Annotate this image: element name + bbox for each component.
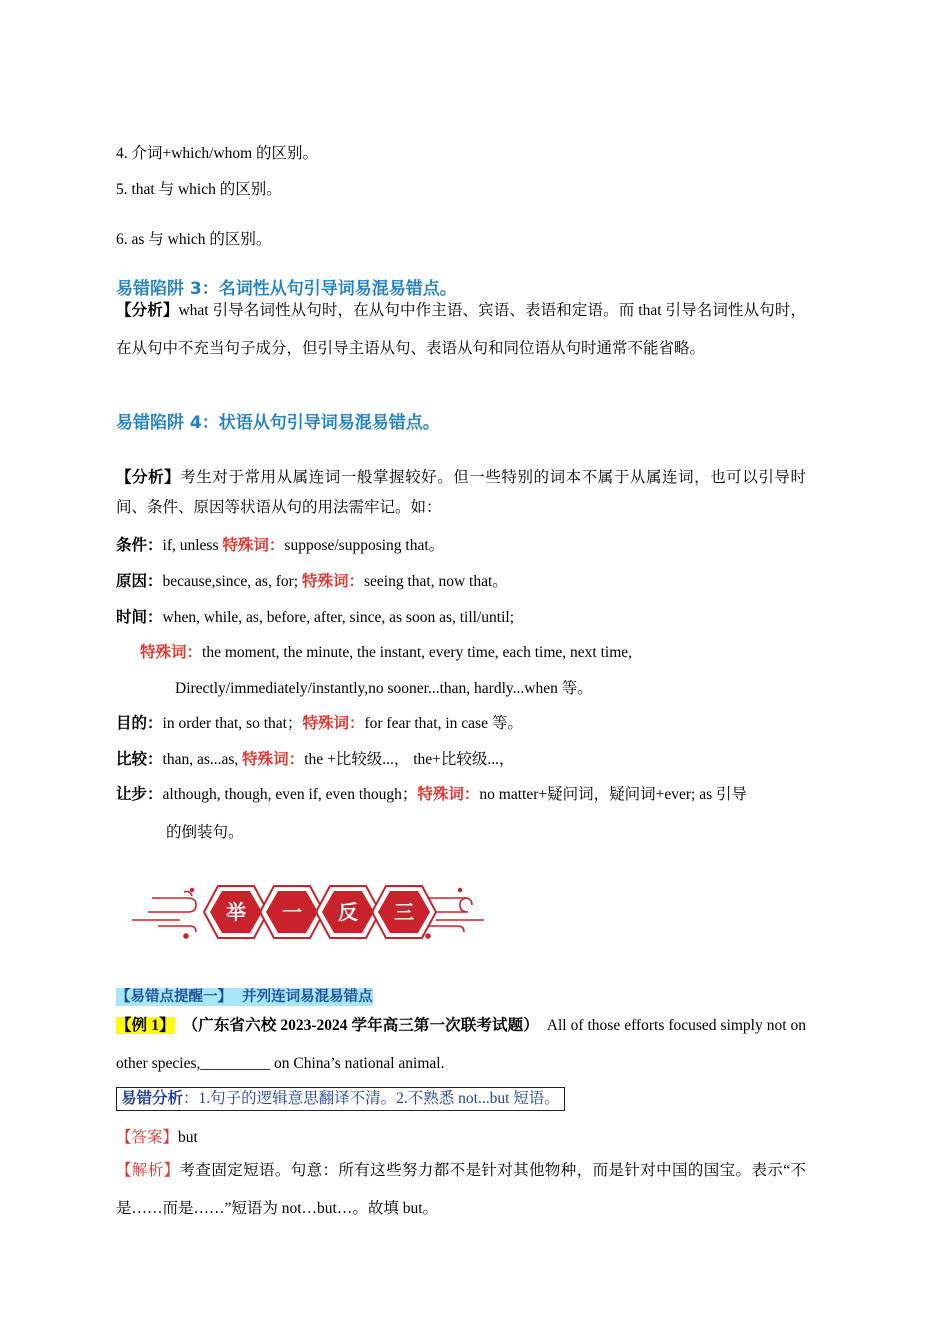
list-item-6: 6. as 与 which 的区别。 bbox=[116, 231, 272, 248]
example-question-text: All of those efforts focused simply not on other species,_________ on China’s national animal. bbox=[116, 1017, 807, 1072]
concession-words: although, though, even if, even though； bbox=[162, 786, 418, 803]
row-time-special: 特殊词：the moment, the minute, the instant, every time, each time, next time, bbox=[140, 644, 633, 661]
left-dot bbox=[183, 933, 189, 939]
banner-char-3: 反 bbox=[338, 900, 358, 924]
reason-words: because,since, as, for; bbox=[162, 573, 302, 590]
reason-label: 原因 bbox=[116, 573, 148, 590]
condition-special: suppose/supposing that。 bbox=[284, 537, 445, 554]
special-label: 特殊词 bbox=[222, 537, 269, 554]
list-item-5: 5. that 与 which 的区别。 bbox=[116, 181, 282, 198]
row-time: 时间：when, while, as, before, after, since, as soon as, till/until; bbox=[116, 609, 515, 626]
reminder-title: 并列连词易混易错点 bbox=[242, 989, 373, 1005]
time-words: when, while, as, before, after, since, as soon as, till/until; bbox=[162, 609, 515, 626]
time-label: 时间 bbox=[116, 609, 148, 626]
banner-char-2: 一 bbox=[282, 900, 302, 924]
error-analysis-text: ：1.句子的逻辑意思翻译不清。2.不熟悉 not...but 短语。 bbox=[183, 1090, 560, 1107]
answer-line bbox=[116, 1125, 198, 1147]
special-label: 特殊词 bbox=[301, 573, 349, 590]
special-label: 特殊词 bbox=[417, 786, 464, 803]
answer-tag: 【答案】 bbox=[116, 1129, 179, 1146]
explain-text: 考查固定短语。句意：所有这些努力都不是针对其他物种，而是针对中国的国宝。表示“不是……而是……”短语为 not…but…。故填 but。 bbox=[116, 1162, 806, 1217]
row-condition: 条件：if, unless 特殊词：suppose/supposing that。 bbox=[116, 537, 445, 554]
analysis-tag: 【分析】 bbox=[116, 302, 179, 319]
comparison-words: than, as...as, bbox=[162, 751, 243, 768]
comparison-label: 比较 bbox=[116, 751, 148, 768]
trap4-heading: 易错陷阱 4：状语从句引导词易混易错点。 bbox=[116, 413, 440, 433]
banner-char-1: 举 bbox=[226, 900, 246, 924]
concession-special-2: 的倒装句。 bbox=[166, 824, 244, 841]
concession-label: 让步 bbox=[116, 786, 148, 803]
right-dot bbox=[425, 933, 431, 939]
special-label: 特殊词 bbox=[242, 751, 289, 768]
answer-text: but bbox=[178, 1129, 198, 1146]
purpose-label: 目的 bbox=[116, 715, 148, 732]
example-source: （广东省六校 2023-2024 学年高三第一次联考试题） bbox=[182, 1017, 539, 1034]
left-cloud-ornament bbox=[132, 892, 196, 933]
banner-char-4: 三 bbox=[394, 900, 414, 924]
trap4-text: 考生对于常用从属连词一般掌握较好。但一些特别的词本不属于从属连词，也可以引导时间、条件、原因等状语从句的用法需牢记。如： bbox=[116, 469, 806, 516]
trap3-text: what 引导名词性从句时，在从句中作主语、宾语、表语和定语。而 that 引导名词性从句时，在从句中不充当句子成分，但引导主语从句、表语从句和同位语从句时通常不能省略。 bbox=[116, 302, 806, 357]
purpose-words: in order that, so that； bbox=[162, 715, 303, 732]
special-label: 特殊词 bbox=[302, 715, 349, 732]
row-concession: 让步：although, though, even if, even though；特殊词：no matter+疑问词，疑问词+ever; as 引导 bbox=[116, 786, 747, 803]
purpose-special: for fear that, in case 等。 bbox=[364, 715, 523, 732]
time-special-2: Directly/immediately/instantly,no sooner...than, hardly...when 等。 bbox=[175, 680, 593, 697]
list-item-4: 4. 介词+which/whom 的区别。 bbox=[116, 145, 319, 162]
reminder-label: 【易错点提醒一】 bbox=[116, 989, 232, 1005]
concession-special: no matter+疑问词，疑问词+ever; as 引导 bbox=[479, 786, 747, 803]
reason-special: seeing that, now that。 bbox=[364, 573, 508, 590]
banner-graphic bbox=[128, 880, 488, 944]
condition-label: 条件 bbox=[116, 537, 148, 554]
error-analysis-box bbox=[116, 1087, 565, 1111]
condition-words: if, unless bbox=[162, 537, 223, 554]
trap4-analysis bbox=[116, 463, 806, 523]
trap3-analysis bbox=[116, 292, 806, 368]
row-purpose: 目的：in order that, so that；特殊词：for fear that, in case 等。 bbox=[116, 715, 523, 732]
explain-tag: 【解析】 bbox=[116, 1162, 180, 1179]
error-analysis-label: 易错分析 bbox=[121, 1090, 184, 1107]
time-special: the moment, the minute, the instant, every time, each time, next time, bbox=[202, 644, 633, 661]
row-reason: 原因：because,since, as, for; 特殊词：seeing that, now that。 bbox=[116, 573, 508, 590]
trap3-heading: 易错陷阱 3：名词性从句引导词易混易错点。 bbox=[116, 279, 457, 299]
reminder-heading bbox=[116, 985, 373, 1006]
row-comparison: 比较：than, as...as, 特殊词：the +比较级...， the+比较级...， bbox=[116, 751, 515, 768]
special-label: 特殊词 bbox=[140, 644, 187, 661]
explanation bbox=[116, 1152, 806, 1228]
analysis-tag: 【分析】 bbox=[116, 469, 181, 486]
comparison-special: the +比较级...， the+比较级...， bbox=[304, 751, 515, 768]
example-tag: 【例 1】 bbox=[116, 1017, 175, 1034]
example-question bbox=[116, 1007, 806, 1083]
